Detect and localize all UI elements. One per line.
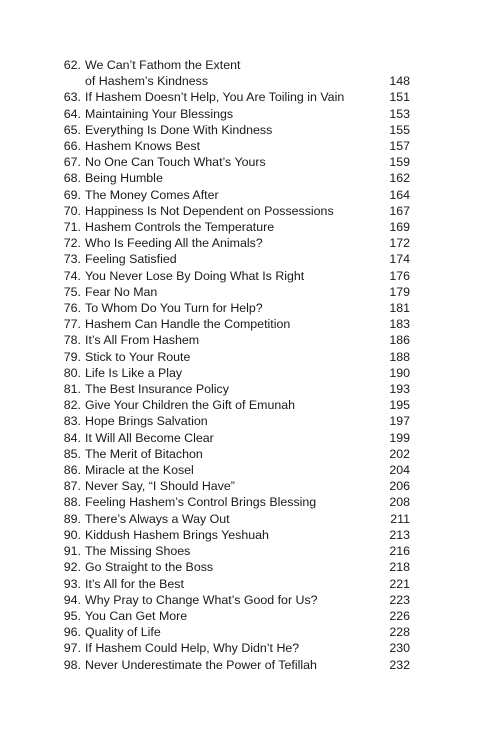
toc-entry <box>60 235 410 251</box>
entry-page-number: 228 <box>389 625 410 640</box>
toc-entry <box>60 624 410 640</box>
entry-title-line: It’s All for the Best <box>85 576 184 591</box>
toc-entry <box>60 462 410 478</box>
toc-entry <box>60 89 410 105</box>
entry-page-number: 193 <box>389 382 410 397</box>
entry-title-line: Why Pray to Change What’s Good for Us? <box>85 592 318 607</box>
entry-number: 80. <box>63 365 81 380</box>
entry-page-number: 199 <box>389 430 410 445</box>
entry-title <box>81 381 370 397</box>
entry-title <box>81 138 370 154</box>
toc-entry <box>60 203 410 219</box>
entry-number: 72. <box>63 236 81 251</box>
entry-title <box>81 251 370 267</box>
entry-number: 84. <box>63 430 81 445</box>
entry-title-line: Who Is Feeding All the Animals? <box>85 236 263 251</box>
entry-page-number: 162 <box>389 171 410 186</box>
entry-page-number: 211 <box>390 511 410 526</box>
entry-title-line: Kiddush Hashem Brings Yeshuah <box>85 527 269 542</box>
entry-title-line: It Will All Become Clear <box>85 430 214 445</box>
entry-title <box>81 527 370 543</box>
entry-page-number: 188 <box>389 349 410 364</box>
toc-entry <box>60 478 410 494</box>
entry-page-number: 213 <box>389 527 410 542</box>
entry-page-number: 164 <box>389 187 410 202</box>
entry-title <box>81 235 370 251</box>
entry-title <box>81 332 370 348</box>
entry-title <box>81 559 370 575</box>
entry-number: 96. <box>63 625 81 640</box>
toc-entry <box>60 576 410 592</box>
entry-title <box>81 397 370 413</box>
entry-number: 65. <box>63 122 81 137</box>
entry-number: 74. <box>63 268 81 283</box>
toc-entry <box>60 511 410 527</box>
entry-number: 91. <box>63 544 81 559</box>
toc-entry <box>60 559 410 575</box>
entry-title-line: You Can Get More <box>85 608 188 623</box>
entry-page-number: 153 <box>389 106 410 121</box>
entry-page-number: 176 <box>389 268 410 283</box>
entry-title-line: Never Say, “I Should Have” <box>85 479 235 494</box>
entry-title <box>81 543 370 559</box>
toc-entry <box>60 543 410 559</box>
entry-title-line: Everything Is Done With Kindness <box>85 122 273 137</box>
entry-number: 95. <box>63 608 81 623</box>
toc-entry <box>60 187 410 203</box>
toc-entry <box>60 397 410 413</box>
entry-title-line: If Hashem Doesn’t Help, You Are Toiling in Vain <box>85 90 345 105</box>
entry-title-line: No One Can Touch What’s Yours <box>85 155 266 170</box>
toc-entry <box>60 494 410 510</box>
toc-entry <box>60 106 410 122</box>
entry-number: 77. <box>63 317 81 332</box>
entry-number: 86. <box>63 463 81 478</box>
toc-entry <box>60 657 410 673</box>
entry-title-line: We Can’t Fathom the Extent <box>85 58 241 72</box>
toc-entry <box>60 365 410 381</box>
entry-page-number: 202 <box>389 446 410 461</box>
entry-title-line: Hope Brings Salvation <box>85 414 208 429</box>
entry-page-number: 169 <box>389 220 410 235</box>
entry-title-line: Give Your Children the Gift of Emunah <box>85 398 296 413</box>
entry-title-line: The Best Insurance Policy <box>85 382 229 397</box>
entry-title <box>81 430 370 446</box>
entry-title <box>81 268 370 284</box>
entry-title-line: Maintaining Your Blessings <box>85 106 234 121</box>
entry-title <box>81 284 370 300</box>
entry-title <box>81 106 370 122</box>
toc-entry <box>60 349 410 365</box>
toc-entry <box>60 446 410 462</box>
entry-title-line: Feeling Hashem’s Control Brings Blessing <box>85 495 317 510</box>
toc-entry <box>60 219 410 235</box>
entry-page-number: 195 <box>389 398 410 413</box>
entry-title <box>81 640 370 656</box>
entry-page-number: 216 <box>389 544 410 559</box>
toc-entry <box>60 608 410 624</box>
entry-page-number: 174 <box>389 252 410 267</box>
entry-title-line: You Never Lose By Doing What Is Right <box>85 268 305 283</box>
entry-page-number: 204 <box>389 463 410 478</box>
entry-title-line: The Money Comes After <box>85 187 219 202</box>
entry-number: 79. <box>63 349 81 364</box>
toc-entry <box>60 122 410 138</box>
entry-number: 73. <box>63 252 81 267</box>
entry-title <box>81 511 370 527</box>
entry-page-number: 230 <box>389 641 410 656</box>
entry-number: 92. <box>63 560 81 575</box>
toc-entry <box>60 138 410 154</box>
entry-title <box>81 592 370 608</box>
entry-title-line: To Whom Do You Turn for Help? <box>85 301 263 316</box>
entry-title <box>81 154 370 170</box>
toc-entry <box>60 332 410 348</box>
entry-title-line: Life Is Like a Play <box>85 365 183 380</box>
entry-title-line: Stick to Your Route <box>85 349 191 364</box>
toc-entry <box>60 300 410 316</box>
entry-title <box>81 576 370 592</box>
entry-title-line: Go Straight to the Boss <box>85 560 214 575</box>
entry-title <box>81 413 370 429</box>
entry-number: 64. <box>63 106 81 121</box>
toc-entry <box>60 57 410 89</box>
entry-title <box>81 219 370 235</box>
toc-entry <box>60 170 410 186</box>
entry-title <box>81 478 370 494</box>
entry-number: 62. <box>63 58 81 72</box>
entry-title-line: Fear No Man <box>85 284 158 299</box>
entry-title <box>81 316 370 332</box>
entry-title <box>81 170 370 186</box>
entry-title <box>81 187 370 203</box>
toc-entry <box>60 154 410 170</box>
entry-page-number: 159 <box>389 155 410 170</box>
entry-page-number: 183 <box>389 317 410 332</box>
entry-page-number: 218 <box>389 560 410 575</box>
toc-entry <box>60 268 410 284</box>
entry-title <box>81 624 370 640</box>
entry-title <box>81 494 370 510</box>
entry-page-number: 148 <box>389 74 410 89</box>
entry-number: 69. <box>63 187 81 202</box>
entry-title <box>81 657 370 673</box>
toc-entry <box>60 381 410 397</box>
entry-number: 90. <box>63 527 81 542</box>
entry-title-line: Happiness Is Not Dependent on Possessions <box>85 203 334 218</box>
entry-title-line: Miracle at the Kosel <box>85 463 194 478</box>
entry-page-number: 221 <box>389 576 410 591</box>
entry-page-number: 172 <box>389 236 410 251</box>
entry-number: 67. <box>63 155 81 170</box>
entry-title-line: It’s All From Hashem <box>85 333 200 348</box>
entry-page-number: 208 <box>389 495 410 510</box>
entry-page-number: 197 <box>389 414 410 429</box>
entry-number: 63. <box>63 90 81 105</box>
entry-number: 68. <box>63 171 81 186</box>
entry-title-line: There’s Always a Way Out <box>85 511 230 526</box>
entry-number: 75. <box>63 284 81 299</box>
toc-entry <box>60 284 410 300</box>
entry-title-line: Being Humble <box>85 171 163 186</box>
entry-page-number: 181 <box>389 301 410 316</box>
entry-page-number: 206 <box>389 479 410 494</box>
entry-number: 87. <box>63 479 81 494</box>
entry-number: 93. <box>63 576 81 591</box>
entry-number: 97. <box>63 641 81 656</box>
entry-number: 89. <box>63 511 81 526</box>
toc-entry <box>60 413 410 429</box>
entry-title-line: Hashem Knows Best <box>85 139 201 154</box>
entry-page-number: 179 <box>389 284 410 299</box>
entry-title <box>81 349 370 365</box>
entry-page-number: 190 <box>389 365 410 380</box>
entry-number: 82. <box>63 398 81 413</box>
toc-entry <box>60 640 410 656</box>
entry-title <box>81 122 370 138</box>
entry-title <box>81 462 370 478</box>
entry-number: 81. <box>63 382 81 397</box>
entry-page-number: 157 <box>389 139 410 154</box>
entry-page-number: 232 <box>389 657 410 672</box>
toc-entry <box>60 430 410 446</box>
entry-title <box>81 89 370 105</box>
entry-title <box>81 57 370 89</box>
entry-page-number: 186 <box>389 333 410 348</box>
entry-title-line: Hashem Controls the Temperature <box>85 220 275 235</box>
entry-page-number: 151 <box>389 90 410 105</box>
entry-title <box>81 446 370 462</box>
table-of-contents <box>60 57 410 673</box>
entry-number: 94. <box>63 592 81 607</box>
toc-entry <box>60 592 410 608</box>
entry-number: 78. <box>63 333 81 348</box>
entry-title-line: The Missing Shoes <box>85 544 191 559</box>
entry-title-line: of Hashem’s Kindness <box>85 74 209 89</box>
entry-title <box>81 300 370 316</box>
entry-title-line: If Hashem Could Help, Why Didn’t He? <box>85 641 300 656</box>
entry-number: 70. <box>63 203 81 218</box>
entry-title <box>81 365 370 381</box>
entry-title-line: Never Underestimate the Power of Tefillah <box>85 657 317 672</box>
toc-entry <box>60 251 410 267</box>
entry-number: 98. <box>63 657 81 672</box>
entry-page-number: 223 <box>389 592 410 607</box>
entry-number: 85. <box>63 446 81 461</box>
entry-page-number: 155 <box>389 122 410 137</box>
toc-entry <box>60 316 410 332</box>
entry-title <box>81 608 370 624</box>
entry-number: 66. <box>63 139 81 154</box>
entry-title-line: The Merit of Bitachon <box>85 446 203 461</box>
entry-title-line: Hashem Can Handle the Competition <box>85 317 291 332</box>
entry-number: 76. <box>63 301 81 316</box>
entry-page-number: 167 <box>389 203 410 218</box>
entry-title <box>81 203 370 219</box>
entry-title-line: Quality of Life <box>85 625 161 640</box>
entry-number: 71. <box>63 220 81 235</box>
entry-number: 88. <box>63 495 81 510</box>
entry-number: 83. <box>63 414 81 429</box>
entry-title-line: Feeling Satisfied <box>85 252 177 267</box>
toc-entry <box>60 527 410 543</box>
entry-page-number: 226 <box>389 608 410 623</box>
